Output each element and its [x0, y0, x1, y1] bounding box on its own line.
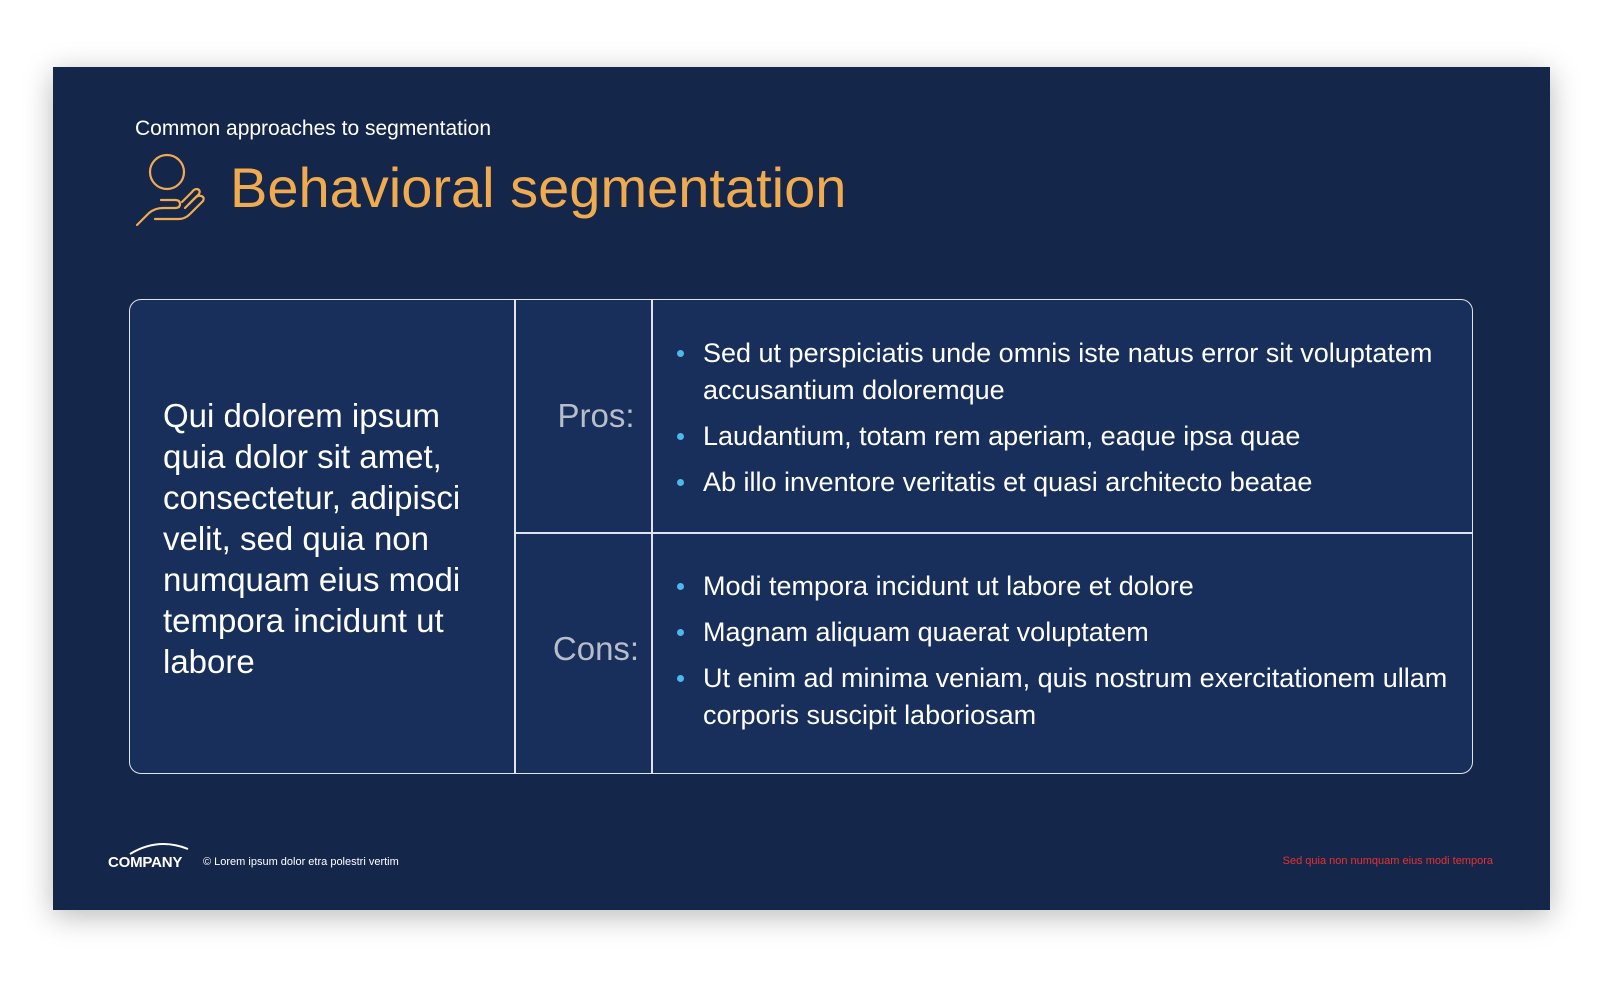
- pros-cons-table: [129, 299, 1473, 774]
- pros-list: [675, 335, 1455, 510]
- list-item: Ut enim ad minima veniam, quis nostrum exercitationem ullam corporis suscipit laboriosam: [675, 660, 1455, 734]
- eyebrow-text: Common approaches to segmentation: [135, 117, 492, 140]
- cons-list: [675, 568, 1455, 743]
- page-title: Behavioral segmentation: [230, 156, 847, 219]
- footer-note: Sed quia non numquam eius modi tempora: [1282, 855, 1493, 867]
- logo-text: COMPANY: [108, 854, 183, 871]
- list-item: Ab illo inventore veritatis et quasi architecto beatae: [675, 464, 1455, 501]
- list-item: Laudantium, totam rem aperiam, eaque ipsa quae: [675, 418, 1455, 455]
- list-item: Modi tempora incidunt ut labore et dolore: [675, 568, 1455, 605]
- company-logo: [108, 845, 190, 871]
- copyright-text: © Lorem ipsum dolor etra polestri vertim: [203, 856, 399, 868]
- row-divider: [514, 532, 1472, 534]
- person-in-hand-icon: [135, 153, 205, 229]
- list-item: Sed ut perspiciatis unde omnis iste natus error sit voluptatem accusantium doloremque: [675, 335, 1455, 409]
- pros-label: Pros:: [557, 397, 635, 434]
- column-divider: [514, 300, 516, 773]
- list-item: Magnam aliquam quaerat voluptatem: [675, 614, 1455, 651]
- description-text: Qui dolorem ipsum quia dolor sit amet, consectetur, adipisci velit, sed quia non numquam eius modi tempora incidunt ut labore: [163, 397, 461, 680]
- column-divider: [651, 300, 653, 773]
- cons-label: Cons:: [552, 630, 640, 667]
- slide: [53, 67, 1550, 910]
- logo-arc-icon: [108, 841, 190, 855]
